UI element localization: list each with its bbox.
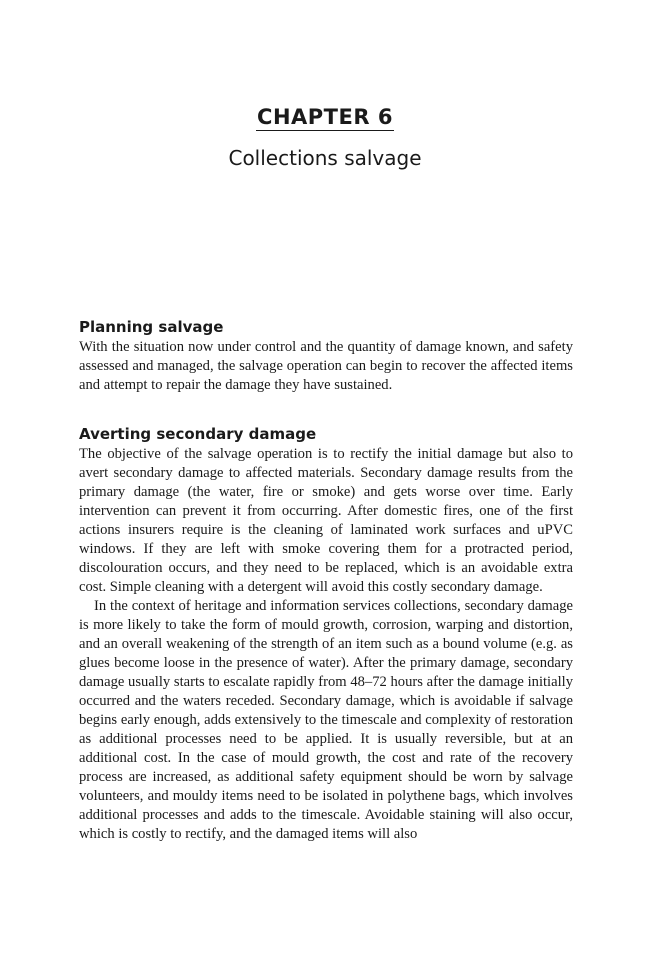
section-heading-averting-secondary-damage: Averting secondary damage [79, 425, 317, 443]
chapter-content [79, 316, 573, 844]
paragraph-planning-salvage: With the situation now under control and the quantity of damage known, and safety assessed and managed, the salvage operation can begin to recover the affected items and attempt to repair the damage they have sustained. [79, 339, 573, 393]
paragraph-averting-1: The objective of the salvage operation is to rectify the initial damage but also to avert secondary damage to affected materials. Secondary damage results from the primary damage (the water, fire or smoke) and gets worse over time. Early intervention can prevent it from occurring. After domestic fires, one of the first actions insurers require is the cleaning of laminated work surfaces and uPVC windows. If they are left with smoke covering them for a protracted period, discolouration occurs, and they need to be replaced, which is an avoidable extra cost. Simple cleaning with a detergent will avoid this costly secondary damage. [79, 446, 573, 595]
chapter-label-text: CHAPTER 6 [257, 105, 393, 129]
chapter-label [0, 104, 650, 131]
section-heading-planning-salvage: Planning salvage [79, 318, 224, 336]
paragraph-averting-2: In the context of heritage and information services collections, secondary damage is more likely to take the form of mould growth, corrosion, warping and distortion, and an overall weakening of the strength of an item such as a bound volume (e.g. as glues become loose in the presence of water). After the primary damage, secondary damage usually starts to escalate rapidly from 48–72 hours after the damage initially occurred and the waters receded. Secondary damage, which is avoidable if salvage begins early enough, adds extensively to the timescale and complexity of restoration as additional processes need to be applied. It is usually reversible, but at an additional cost. In the case of mould growth, the cost and rate of the recovery process are increased, as additional safety equipment should be worn by salvage volunteers, and mouldy items need to be isolated in polythene bags, which involves additional processes and adds to the timescale. Avoidable staining will also occur, which is costly to rectify, and the damaged items will also [79, 598, 573, 842]
chapter-title: Collections salvage [228, 146, 422, 170]
